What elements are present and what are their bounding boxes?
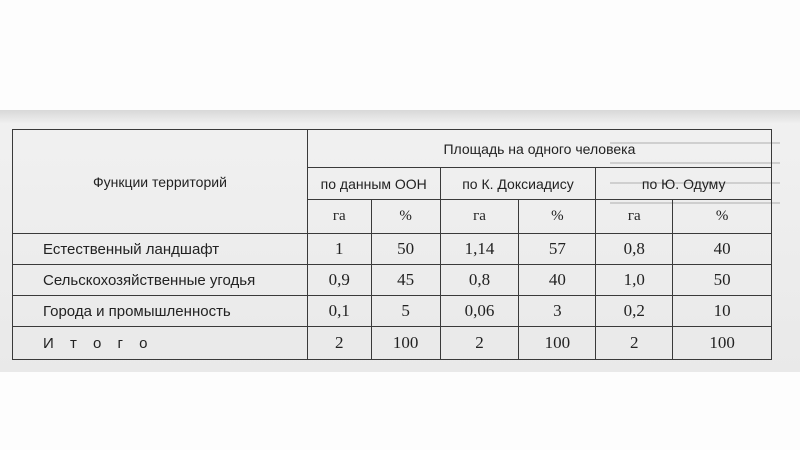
unit-header: га <box>307 200 371 234</box>
table-row-total <box>13 327 772 360</box>
row-header: Функции территорий <box>13 130 308 234</box>
table-cell: 3 <box>519 296 596 327</box>
table-cell: 45 <box>371 265 440 296</box>
table-cell: 50 <box>673 265 772 296</box>
table-cell: 100 <box>371 327 440 360</box>
unit-header: га <box>440 200 519 234</box>
source-header-un: по данным ООН <box>307 168 440 200</box>
group-header: Площадь на одного человека <box>307 130 771 168</box>
unit-header: % <box>673 200 772 234</box>
source-header-odum: по Ю. Одуму <box>596 168 772 200</box>
table-cell: 0,06 <box>440 296 519 327</box>
table-row <box>13 296 772 327</box>
table-cell: 100 <box>673 327 772 360</box>
table-cell: 5 <box>371 296 440 327</box>
table-cell: 40 <box>519 265 596 296</box>
table-cell: 0,9 <box>307 265 371 296</box>
source-header-doxiadis: по К. Доксиадису <box>440 168 596 200</box>
table-cell: 1 <box>307 234 371 265</box>
table-cell: 50 <box>371 234 440 265</box>
unit-header: % <box>519 200 596 234</box>
table-cell: 40 <box>673 234 772 265</box>
total-label: И т о г о <box>13 327 308 360</box>
table-cell: 0,8 <box>596 234 673 265</box>
land-use-table <box>12 129 772 360</box>
table-cell: 1,0 <box>596 265 673 296</box>
table-cell: 2 <box>440 327 519 360</box>
unit-header: % <box>371 200 440 234</box>
row-label: Сельскохозяйственные угодья <box>13 265 308 296</box>
table-row <box>13 265 772 296</box>
table-cell: 57 <box>519 234 596 265</box>
unit-header: га <box>596 200 673 234</box>
table-cell: 2 <box>596 327 673 360</box>
table-cell: 1,14 <box>440 234 519 265</box>
table-cell: 0,8 <box>440 265 519 296</box>
table-cell: 2 <box>307 327 371 360</box>
row-label: Естественный ландшафт <box>13 234 308 265</box>
table-cell: 0,1 <box>307 296 371 327</box>
table-cell: 0,2 <box>596 296 673 327</box>
table-cell: 10 <box>673 296 772 327</box>
table-row <box>13 234 772 265</box>
row-label: Города и промышленность <box>13 296 308 327</box>
table-cell: 100 <box>519 327 596 360</box>
